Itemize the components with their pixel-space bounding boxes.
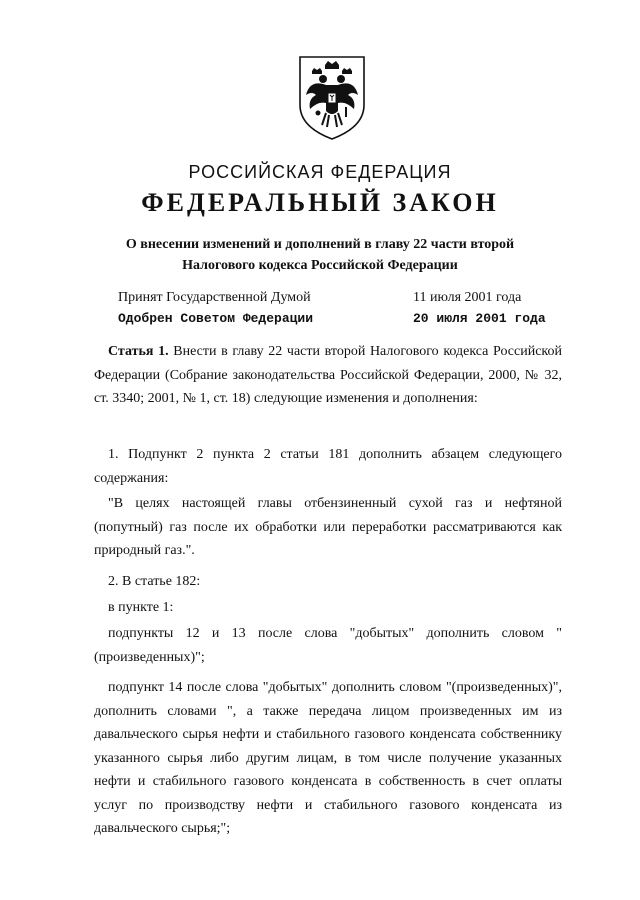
item-1-quote: "В целях настоящей главы отбензиненный сухой газ и нефтяной (попутный) газ после их обработки или переработки рассматриваются как природный газ.". (94, 496, 562, 558)
title-line-2: Налогового кодекса Российской Федерации (182, 258, 458, 273)
document-type: ФЕДЕРАЛЬНЫЙ ЗАКОН (141, 188, 499, 217)
item-1: 1. Подпункт 2 пункта 2 статьи 181 дополнить абзацем следующего содержания: (94, 447, 562, 486)
document-title (0, 234, 640, 276)
article-1 (94, 340, 562, 411)
approved-date: 20 июля 2001 года (413, 311, 546, 326)
article-label: Статья 1. (108, 344, 169, 359)
item-2-point: в пункте 1: (108, 600, 174, 615)
country-name: РОССИЙСКАЯ ФЕДЕРАЦИЯ (188, 162, 452, 182)
approved-label: Одобрен Советом Федерации (118, 311, 314, 326)
coat-of-arms-icon (296, 55, 368, 141)
item-2: 2. В статье 182: (108, 574, 201, 589)
adopted-date: 11 июля 2001 года (413, 290, 522, 305)
item-2-subpoint-1: подпункты 12 и 13 после слова "добытых" дополнить словом "(произведенных)"; (94, 626, 562, 665)
item-2-subpoint-2: подпункт 14 после слова "добытых" дополнить словом "(произведенных)", дополнить словами ", а также передача лицом произведенных им из давальческого сырья нефти и стабильного газового конденсата собственнику указанного сырья либо другим лицам, в том числе получение указанных нефти и стабильного газового конденсата в собственность в счет оплаты услуг по производству нефти и стабильного газового конденсата из давальческого сырья;"; (94, 680, 562, 836)
adopted-label: Принят Государственной Думой (118, 290, 311, 305)
title-line-1: О внесении изменений и дополнений в главу 22 части второй (125, 237, 515, 252)
article-text: Внести в главу 22 части второй Налогового кодекса Российской Федерации (Собрание законодательства Российской Федерации, 2000, № 32, ст. 3340; 2001, № 1, ст. 18) следующие изменения и дополнения: (94, 344, 563, 406)
